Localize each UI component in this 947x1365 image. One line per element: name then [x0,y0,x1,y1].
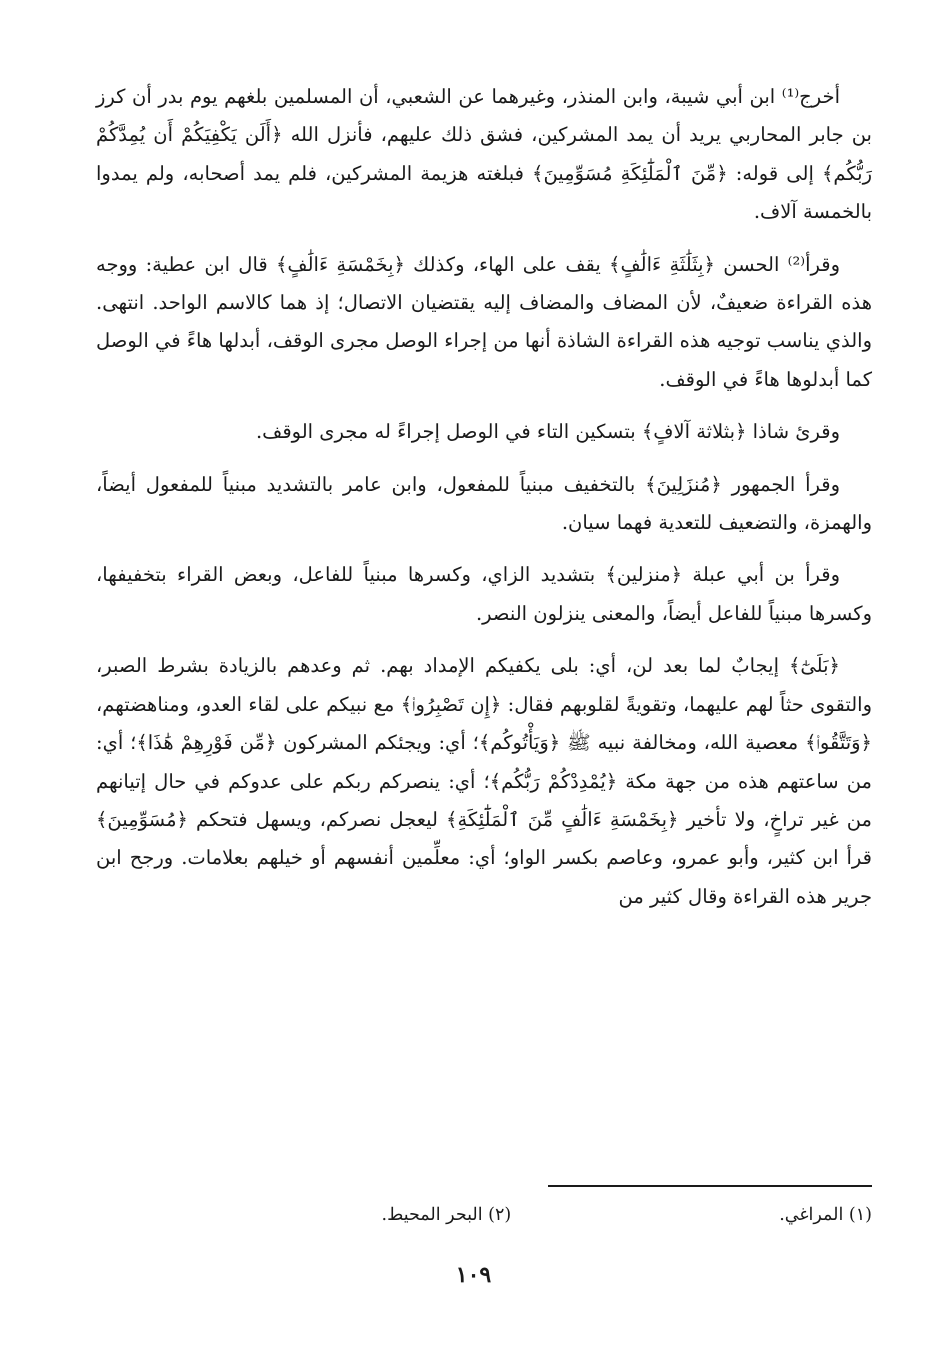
footnotes [96,1200,872,1230]
paragraph-2 [96,246,872,400]
paragraph-text: وقرأ⁽²⁾ الحسن ﴿بِثَلَٰثَةِ ءَالَٰفٍ﴾ يقف على الهاء، وكذلك ﴿بِخَمْسَةِ ءَالَٰفٍ﴾ قال ابن عطية: ووجه هذه القراءة ضعيفٌ، لأن المضاف والمضاف إليه يقتضيان الاتصال؛ إذ هما كالاسم الواحد. انتهى. والذي يناسب توجيه هذه القراءة الشاذة أنها من إجراء الوصل مجرى الوقف، أبدلها هاءً في الوصل كما أبدلوها هاءً في الوقف. [96,252,872,391]
paragraph-text: أخرج⁽¹⁾ ابن أبي شيبة، وابن المنذر، وغيرهما عن الشعبي، أن المسلمين بلغهم يوم بدر أن كرز بن جابر المحاربي يريد أن يمد المشركين، فشق ذلك عليهم، فأنزل الله ﴿أَلَن يَكْفِيَكُمْ أَن يُمِدَّكُمْ رَبُّكُم﴾ إلى قوله: ﴿مِّنَ ٱلْمَلَٰٓئِكَةِ مُسَوِّمِينَ﴾ فبلغته هزيمة المشركين، فلم يمد أصحابه، ولم يمدوا بالخمسة آلاف. [96,85,872,224]
paragraph-text: وقرأ الجمهور ﴿مُنزَلِينَ﴾ بالتخفيف مبنياً للمفعول، وابن عامر بالتشديد مبنياً للمفعول أيضاً، والهمزة، والتضعيف للتعدية فهما سيان. [96,472,872,535]
paragraph-3 [96,413,872,451]
page-number: ١٠٩ [455,1262,492,1288]
paragraph-text: وقرئ شاذا ﴿بثلاثة آلافٍ﴾ بتسكين التاء في الوصل إجراءً له مجرى الوقف. [255,420,840,444]
paragraph-text: ﴿بَلَىٰٓ﴾ إيجابٌ لما بعد لن، أي: بلى يكفيكم الإمداد بهم. ثم وعدهم بالزيادة بشرط الصبر، والتقوى حثاً لهم عليهما، وتقويةً لقلوبهم فقال: ﴿إِن تَصْبِرُوا۟﴾ مع نبيكم على لقاء العدو، ومناهضتهم، ﴿وَتَتَّقُوا۟﴾ معصية الله، ومخالفة نبيه ﷺ ﴿وَيَأْتُوكُم﴾؛ أي: ويجئكم المشركون ﴿مِّن فَوْرِهِمْ هَٰذَا﴾؛ أي: من ساعتهم هذه من جهة مكة ﴿يُمْدِدْكُمْ رَبُّكُم﴾؛ أي: ينصركم ربكم على عدوكم في حال إتيانهم من غير تراخٍ، ولا تأخير ﴿بِخَمْسَةِ ءَالَٰفٍ مِّنَ ٱلْمَلَٰٓئِكَةِ﴾ ليعجل نصركم، ويسهل فتحكم ﴿مُسَوِّمِينَ﴾ قرأ ابن كثير، وأبو عمرو، وعاصم بكسر الواو؛ أي: معلِّمين أنفسهم أو خيلهم بعلامات. ورجح ابن جرير هذه القراءة وقال كثير من [96,654,872,908]
paragraph-text: وقرأ بن أبي عبلة ﴿منزلين﴾ بتشديد الزاي، وكسرها مبنياً للفاعل، وبعض القراء بتخفيفها، وكسرها مبنياً للفاعل أيضاً، والمعنى ينزلون النصر. [96,563,872,625]
footnote-separator [548,1185,872,1187]
paragraph-4 [96,466,872,543]
main-text [96,78,872,916]
paragraph-6 [96,647,872,916]
footnote-1: (١) المراغي. [779,1205,872,1225]
paragraph-5 [96,556,872,633]
paragraph-1 [96,78,872,232]
footnote-2: (٢) البحر المحيط. [381,1205,512,1225]
